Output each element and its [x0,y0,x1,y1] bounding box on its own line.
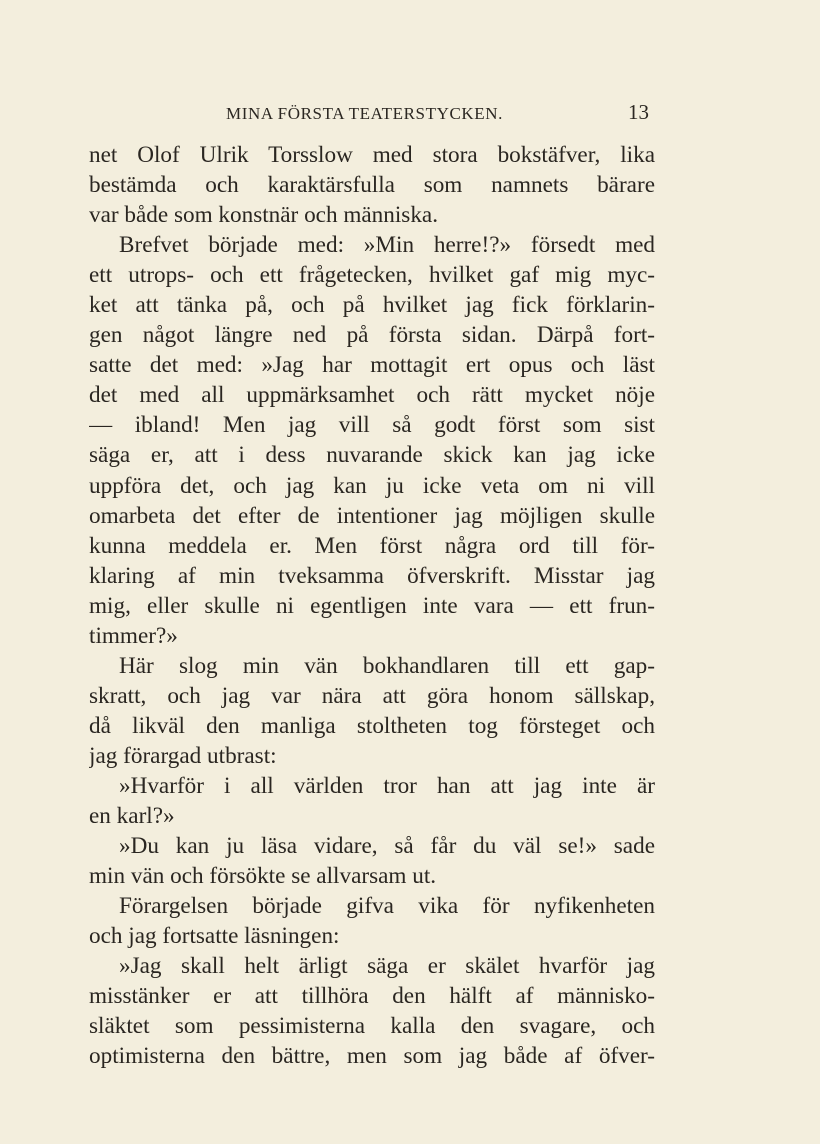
text-line: satte det med: »Jag har mottagit ert opus och läst [89,352,655,379]
text-line: det med all uppmärksamhet och rätt mycket nöje [89,382,655,409]
text-line: timmer?» [89,622,178,649]
text-line: »Hvarför i all världen tror han att jag inte är [119,772,655,799]
text-line: klaring af min tveksamma öfverskrift. Misstar jag [89,562,655,589]
text-line: ket att tänka på, och på hvilket jag fick förklarin- [89,292,655,319]
text-line: net Olof Ulrik Torsslow med stora bokstäfver, lika [89,142,655,168]
body-text [89,140,655,1071]
text-line: Brefvet började med: »Min herre!?» försedt med [119,232,655,259]
text-line: gen något längre ned på första sidan. Därpå fort- [89,322,655,349]
text-line: kunna meddela er. Men först några ord till för- [89,532,655,559]
text-line: uppföra det, och jag kan ju icke veta om ni vill [89,472,655,499]
text-line: optimisterna den bättre, men som jag både af öfver- [89,1043,655,1070]
text-line: jag förargad utbrast: [89,742,277,769]
page-number: 13 [628,100,649,124]
text-line: mig, eller skulle ni egentligen inte vara — ett frun- [89,592,655,619]
text-line: var både som konstnär och människa. [89,202,439,229]
text-line: »Jag skall helt ärligt säga er skälet hvarför jag [119,953,655,980]
text-line: en karl?» [89,803,175,830]
text-line: — ibland! Men jag vill så godt först som sist [89,412,655,439]
text-line: ett utrops- och ett frågetecken, hvilket gaf mig myc- [89,262,655,289]
text-line: Förargelsen började gifva vika för nyfikenheten [119,893,655,920]
text-line: släktet som pessimisterna kalla den svagare, och [89,1013,655,1040]
text-line: säga er, att i dess nuvarande skick kan jag icke [89,442,655,469]
running-title: MINA FÖRSTA TEATERSTYCKEN. [226,104,503,123]
text-line: min vän och försökte se allvarsam ut. [89,863,437,890]
text-line: misstänker er att tillhöra den hälft af människo- [89,983,655,1010]
text-line: bestämda och karaktärsfulla som namnets bärare [89,172,655,199]
text-line: omarbeta det efter de intentioner jag möjligen skulle [89,502,655,529]
text-line: »Du kan ju läsa vidare, så får du väl se!» sade [119,833,655,860]
text-line: skratt, och jag var nära att göra honom sällskap, [89,682,655,709]
text-line: och jag fortsatte läsningen: [89,923,340,950]
text-line: Här slog min vän bokhandlaren till ett gap- [119,652,655,679]
text-line: då likväl den manliga stoltheten tog försteget och [89,712,655,739]
